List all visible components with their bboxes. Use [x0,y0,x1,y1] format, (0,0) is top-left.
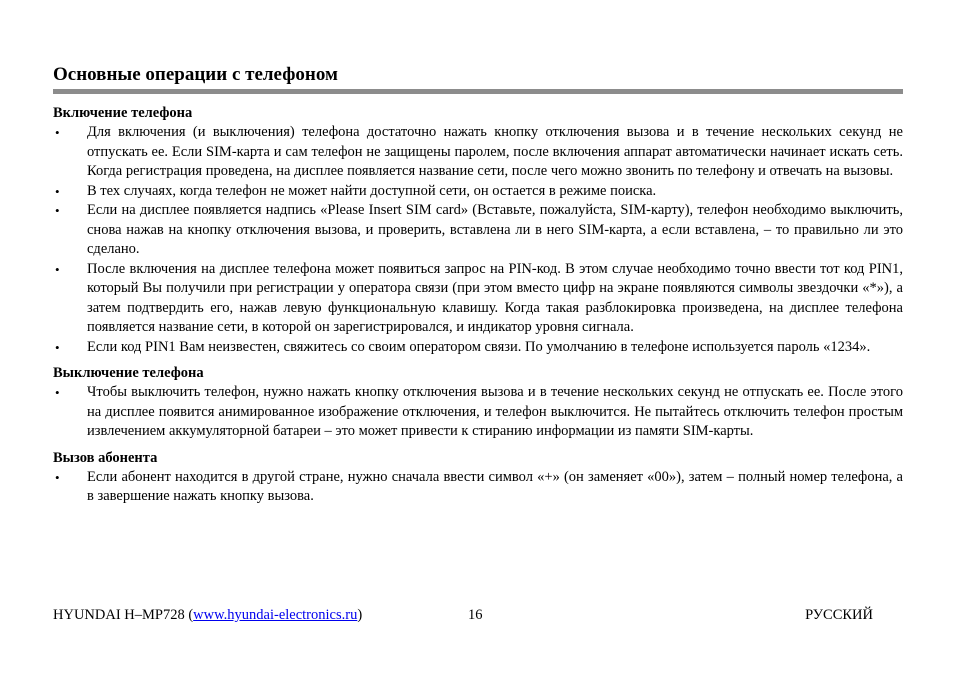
list-item-text: Если абонент находится в другой стране, нужно сначала ввести символ «+» (он заменяет «00»), затем – полный номер телефона, а в завершение нажать кнопку вызова. [87,468,903,504]
bullet-icon: • [55,203,60,218]
bullet-icon: • [55,385,60,400]
section-calling [53,448,903,507]
list-item [53,468,903,507]
list-item [53,182,903,202]
footer-model-close: ) [357,607,363,623]
bullet-icon: • [55,125,60,140]
list-item [53,123,903,182]
footer-model [53,605,362,625]
page-title: Основные операции с телефоном [53,64,338,85]
list-item-text: Если на дисплее появляется надпись «Please Insert SIM card» (Вставьте, пожалуйста, SIM-карту), телефон необходимо выключить, снова нажав на кнопку отключения вызова, и проверить, вставлена ли в него SIM-карта, а если вставлена, – то правильно ли это сделано. [87,202,903,257]
list-item-text: Для включения (и выключения) телефона достаточно нажать кнопку отключения вызова и в течение нескольких секунд не отпускать ее. Если SIM-карта и сам телефон не защищены паролем, после включения аппарат автоматически начинает искать сеть. Когда регистрация проведена, на дисплее появляется название сети, после чего можно звонить по телефону и отвечать на вызовы. [87,124,903,179]
bullet-icon: • [55,261,60,277]
list-item [53,201,903,260]
footer-language: РУССКИЙ [805,607,873,623]
section-heading: Вызов абонента [53,449,158,466]
list-item [53,383,903,442]
footer-website-link[interactable]: www.hyundai-electronics.ru [193,607,358,623]
bullet-icon: • [55,183,60,199]
list-item-text: В тех случаях, когда телефон не может найти доступной сети, он остается в режиме поиска. [87,182,657,199]
title-divider [53,89,903,94]
list-item [53,338,903,358]
bullet-list [53,123,903,357]
section-power-off [53,363,903,442]
bullet-icon: • [55,339,60,355]
section-power-on [53,103,903,357]
document-page [53,62,903,507]
list-item-text: После включения на дисплее телефона может появиться запрос на PIN-код. В этом случае необходимо точно ввести тот код PIN1, который Вы получили при регистрации у оператора связи (при этом вместо цифр на экране появляются символы звездочки «*»), а затем подтвердить его, нажав левую функциональную клавишу. Когда такая разблокировка произведена, на дисплее телефона появляется название сети, в которой он зарегистрировался, и индикатор уровня сигнала. [87,260,903,335]
bullet-list [53,383,903,442]
list-item-text: Если код PIN1 Вам неизвестен, свяжитесь со своим оператором связи. По умолчанию в телефоне используется пароль «1234». [87,338,871,355]
footer-model-text: HYUNDAI H–MP728 ( [53,607,194,623]
list-item-text: Чтобы выключить телефон, нужно нажать кнопку отключения вызова и в течение нескольких секунд не отпускать ее. После этого на дисплее появится анимированное изображение отключения, и телефон выключится. Не пытайтесь отключить телефон простым извлечением аккумуляторной батареи – это может привести к стиранию информации из памяти SIM-карты. [87,384,903,439]
section-heading: Включение телефона [53,105,193,121]
page-footer [53,605,873,625]
page-number: 16 [468,607,483,623]
section-heading: Выключение телефона [53,365,204,381]
bullet-list [53,468,903,507]
bullet-icon: • [55,469,60,485]
list-item [53,260,903,338]
